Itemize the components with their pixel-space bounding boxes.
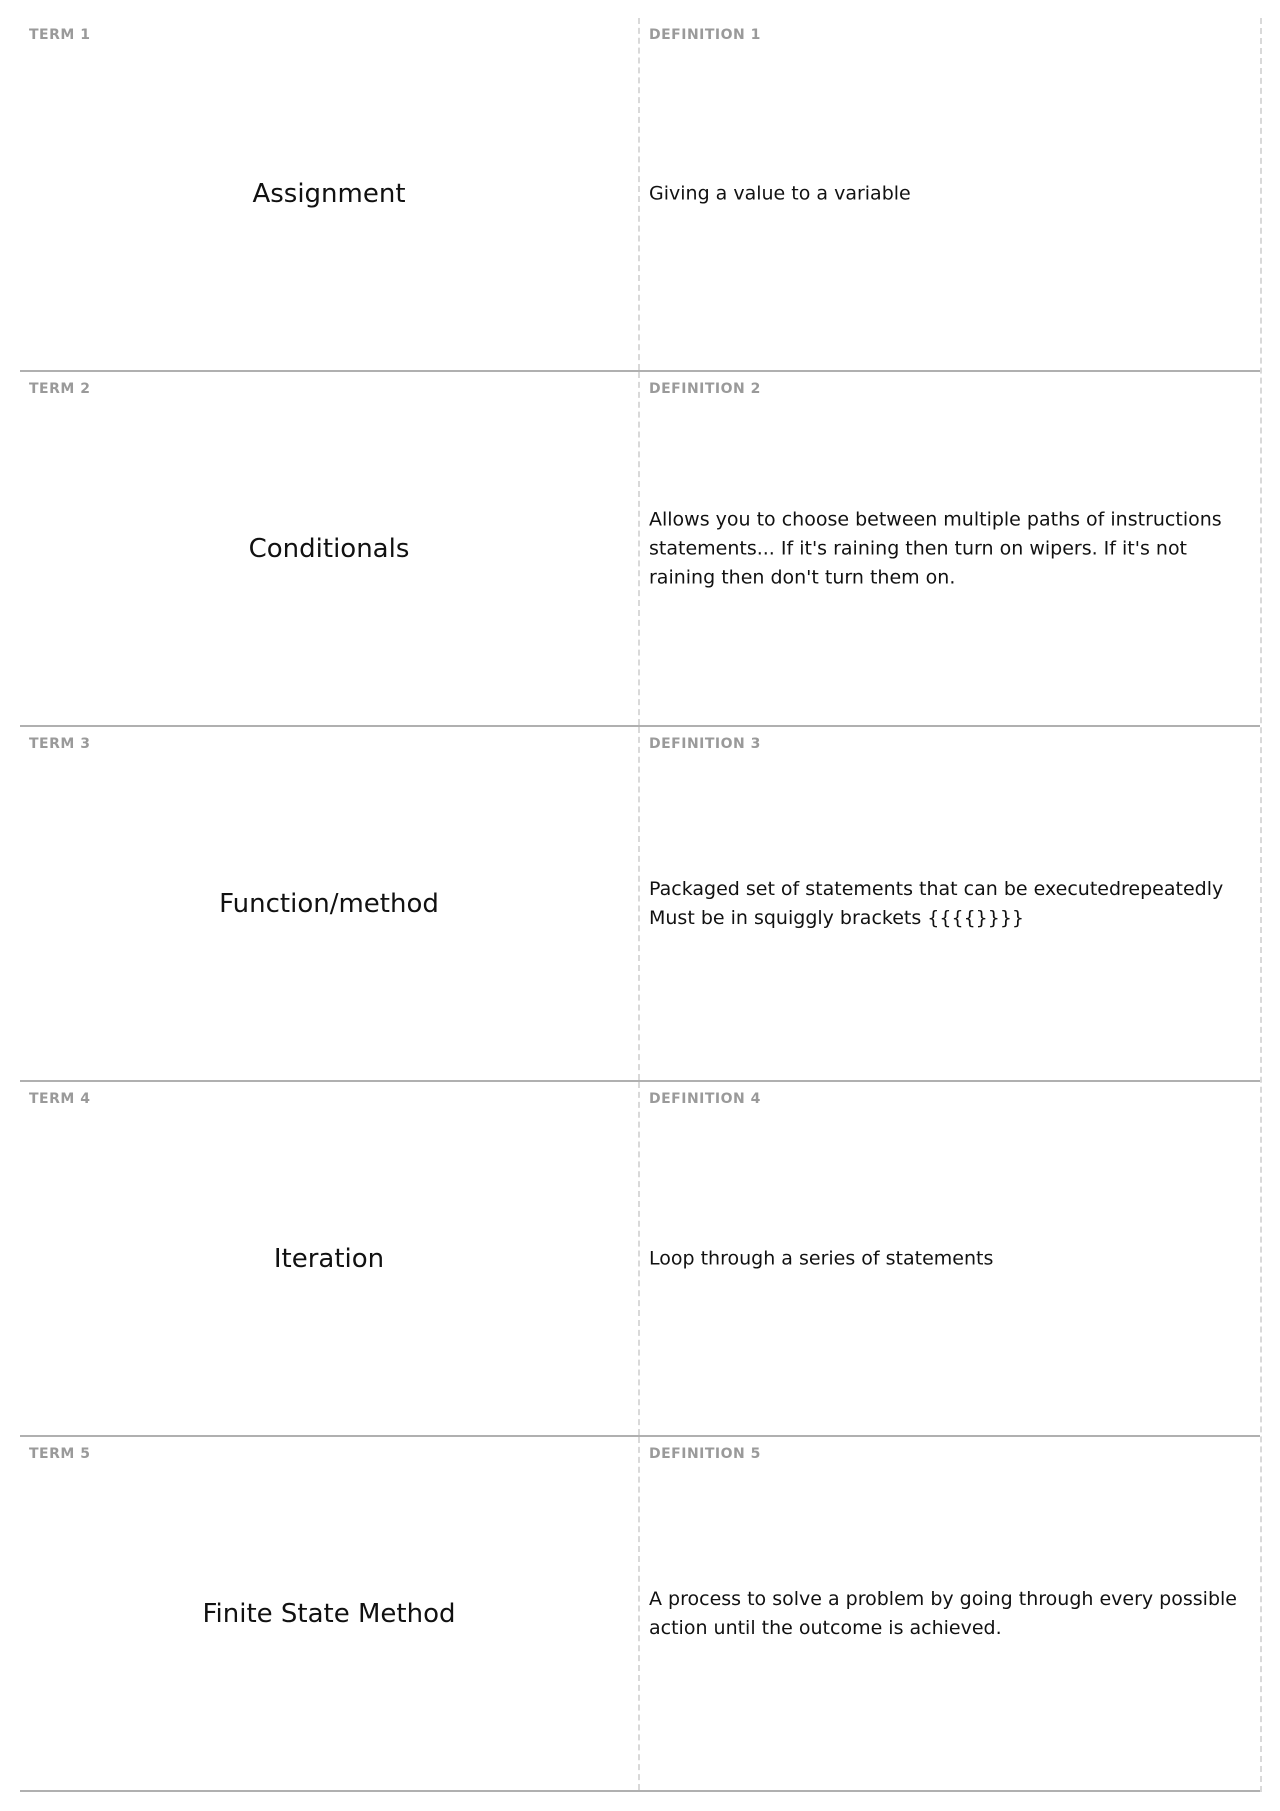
flashcard-row-5	[20, 1437, 1260, 1792]
term-text-2: Conditionals	[248, 533, 410, 564]
term-text-4: Iteration	[273, 1243, 385, 1274]
term-cell-1	[20, 18, 640, 370]
definition-text-3: Packaged set of statements that can be executedrepeatedly Must be in squiggly brackets {{{{}}}}	[649, 877, 1224, 929]
term-label-5: TERM 5	[29, 1446, 91, 1462]
term-text-5: Finite State Method	[202, 1598, 456, 1629]
definition-text-5: A process to solve a problem by going through every possible action until the outcome is achieved.	[649, 1587, 1237, 1639]
term-text-3: Function/method	[219, 888, 439, 919]
definition-cell-3	[640, 727, 1260, 1080]
definition-text-1: Giving a value to a variable	[649, 182, 911, 205]
term-text-1: Assignment	[252, 179, 406, 209]
flashcard-sheet	[20, 18, 1262, 1792]
term-label-3: TERM 3	[29, 736, 91, 752]
flashcard-row-2	[20, 372, 1260, 727]
term-label-2: TERM 2	[29, 381, 91, 397]
term-cell-3	[20, 727, 640, 1080]
flashcard-row-1	[20, 18, 1260, 372]
definition-cell-5	[640, 1437, 1260, 1790]
definition-text-2: Allows you to choose between multiple paths of instructions statements... If it's raining then turn on wipers. If it's not raining then don't turn them on.	[649, 508, 1222, 588]
definition-text-4: Loop through a series of statements	[649, 1247, 994, 1269]
flashcard-row-4	[20, 1082, 1260, 1437]
definition-label-2: DEFINITION 2	[649, 381, 761, 397]
term-label-4: TERM 4	[29, 1091, 91, 1107]
term-label-1: TERM 1	[29, 27, 91, 43]
flashcard-row-3	[20, 727, 1260, 1082]
term-cell-5	[20, 1437, 640, 1790]
definition-label-3: DEFINITION 3	[649, 736, 761, 752]
term-cell-4	[20, 1082, 640, 1435]
definition-cell-2	[640, 372, 1260, 725]
term-cell-2	[20, 372, 640, 725]
definition-cell-4	[640, 1082, 1260, 1435]
definition-label-4: DEFINITION 4	[649, 1091, 761, 1107]
definition-label-1: DEFINITION 1	[649, 27, 761, 43]
definition-cell-1	[640, 18, 1260, 370]
definition-label-5: DEFINITION 5	[649, 1446, 761, 1462]
